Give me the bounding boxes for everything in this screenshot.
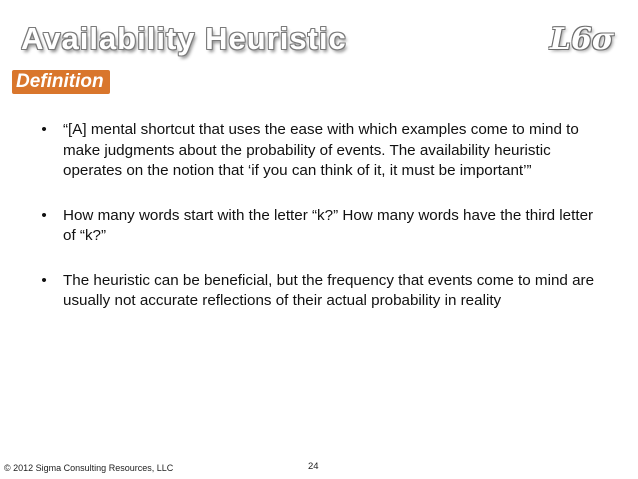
section-subtitle: Definition — [12, 70, 110, 94]
bullet-dot-icon: • — [41, 121, 47, 138]
bullet-list — [38, 120, 598, 336]
bullet-text: How many words start with the letter “k?” How many words have the third letter of “k?” — [63, 206, 594, 244]
slide-title: Availability Heuristic — [21, 21, 347, 56]
lean-six-sigma-logo: L6σ — [549, 22, 614, 57]
footer-copyright: © 2012 Sigma Consulting Resources, LLC — [4, 463, 174, 473]
bullet-text: “[A] mental shortcut that uses the ease with which examples come to mind to make judgments about the probability of events. The availability heuristic operates on the notion that ‘if you can think of it, it must be important’” — [63, 121, 579, 179]
bullet-item — [38, 271, 598, 312]
bullet-dot-icon: • — [41, 206, 47, 224]
bullet-item — [38, 120, 598, 182]
bullet-item — [38, 206, 598, 247]
page-number: 24 — [308, 461, 319, 472]
bullet-text: The heuristic can be beneficial, but the frequency that events come to mind are usually not accurate reflections of their actual probability in reality — [63, 271, 595, 309]
bullet-dot-icon: • — [41, 271, 47, 289]
